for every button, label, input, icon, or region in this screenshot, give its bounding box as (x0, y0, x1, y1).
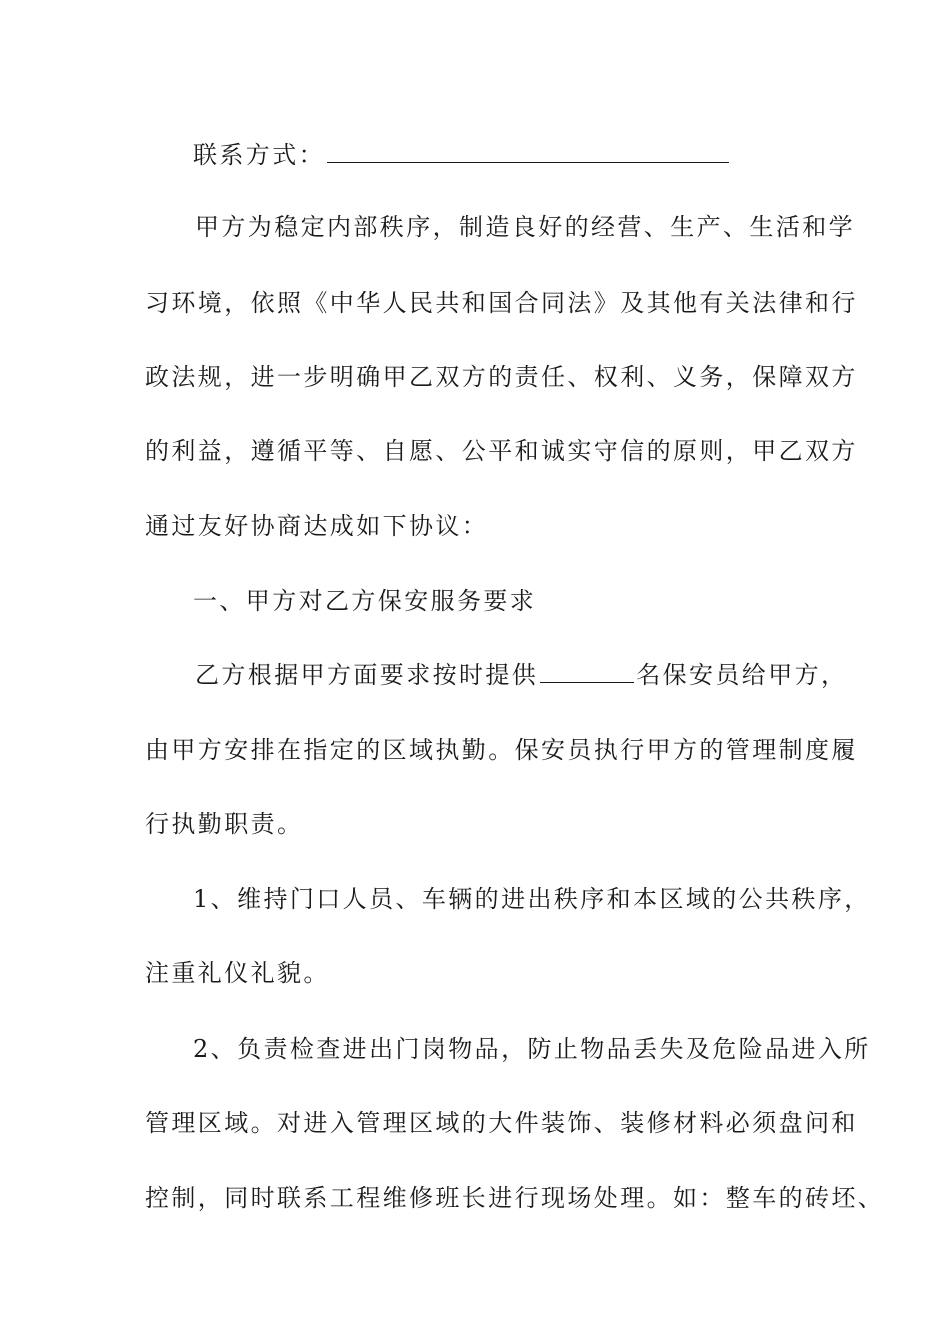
para1-line-5: 通过友好协商达成如下协议： (145, 512, 489, 540)
item1-line-2: 注重礼仪礼貌。 (145, 959, 330, 987)
para1-line-4: 的利益，遵循平等、自愿、公平和诚实守信的原则，甲乙双方 (145, 437, 858, 465)
para2-text-after: 名保安员给甲方， (636, 661, 848, 689)
para1-line-1: 甲方为稳定内部秩序，制造良好的经营、生产、生活和学 (195, 213, 855, 241)
para1-line-2: 习环境，依照《中华人民共和国合同法》及其他有关法律和行 (145, 289, 858, 317)
para2-text-before: 乙方根据甲方面要求按时提供 (195, 661, 539, 689)
guard-count-blank[interactable] (540, 678, 634, 683)
item2-line-1: 2、负责检查进出门岗物品，防止物品丢失及危险品进入所 (193, 1035, 871, 1063)
item2-line-3: 控制，同时联系工程维修班长进行现场处理。如：整车的砖坯、 (145, 1184, 885, 1212)
item2-line-2: 管理区域。对进入管理区域的大件装饰、装修材料必须盘问和 (145, 1109, 858, 1137)
section1-heading: 一、甲方对乙方保安服务要求 (193, 587, 537, 615)
contact-label: 联系方式： (193, 141, 325, 169)
para1-line-3: 政法规，进一步明确甲乙双方的责任、权利、义务，保障双方 (145, 363, 858, 391)
para2-line-3: 行执勤职责。 (145, 810, 304, 838)
para2-line-1 (195, 660, 847, 690)
contact-line (193, 140, 731, 170)
item1-line-1: 1、维持门口人员、车辆的进出秩序和本区域的公共秩序， (193, 885, 871, 913)
contact-blank[interactable] (327, 158, 729, 163)
para2-line-2: 由甲方安排在指定的区域执勤。保安员执行甲方的管理制度履 (145, 736, 858, 764)
